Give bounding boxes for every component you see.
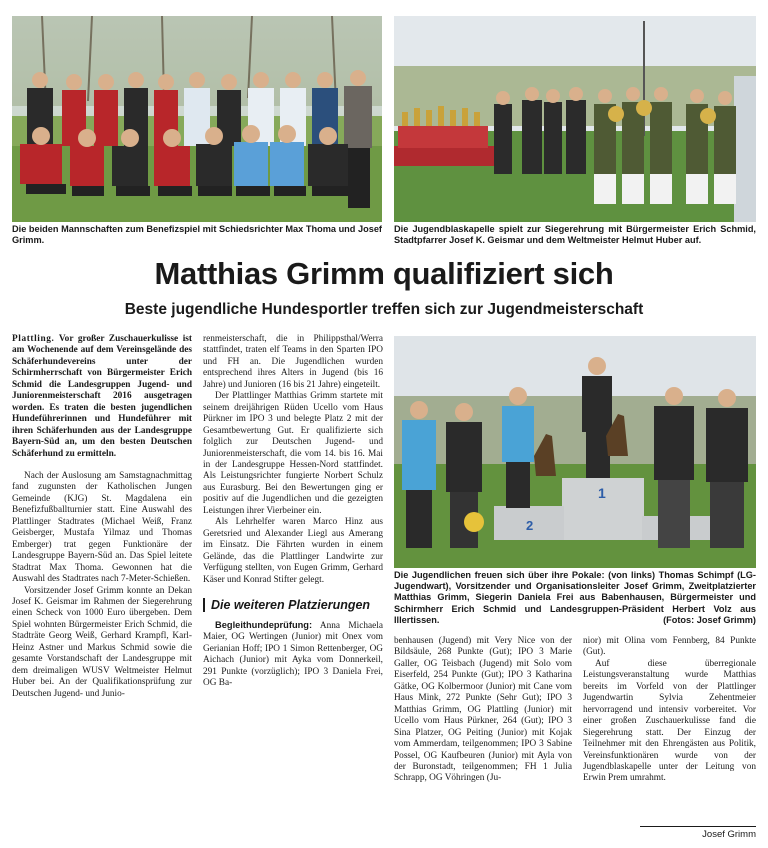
article-column-2	[203, 334, 383, 690]
headline: Matthias Grimm qualifiziert sich	[154, 256, 614, 291]
podium-label-2: 2	[526, 518, 534, 533]
lead-text: Vor großer Zuschauerkulisse ist am Wochenende auf dem Vereinsgelände des Schäferhundevereins unter der Schirmherrschaft von Bürgermeister Erich Schmid die Landesgruppen Jugend- und Juniorenmeisterschaft 2016 ausgetragen worden. Es traten die besten jugendlichen Hundeführerinnen und Hundeführer mit ihren Schäferhunden aus der Landesgruppe Bayern-Süd an, um den besten Deutschen Schäferhund zu ermitteln.	[12, 334, 192, 459]
podium-caption-text: Die Jugendlichen freuen sich über ihre Pokale: (von links) Thomas Schimpf (LG-Jugendwart), Vorsitzender und Organisationsleiter Josef Grimm, Zweitplatzierter Matthias Grimm, Siegerin Daniela Frei aus Babenhausen, Bürgermeister und Schirmherr Erich Schmid und Landesgruppen-Präsident Herbert Volz aus Illertissen.	[394, 570, 756, 625]
dateline: Plattling.	[12, 334, 55, 344]
article-column-3	[394, 636, 572, 785]
box-text: Anna Michaela Maier, OG Wertingen (Junior) mit Onex vom Gerianian Hoff; IPO 1 Simon Rettenberger, OG Aichach (Junior) mit Ayka vom Donnerkeil, 291 Punkte (vorzüglich); IPO 3 Daniela Frei, OG Ba-	[203, 620, 383, 689]
box-paragraph	[203, 620, 383, 690]
paragraph: Vorsitzender Josef Grimm konnte an Dekan Josef K. Geismar im Rahmen der Siegerehrung einen Scheck von 1000 Euro übergeben. Dem Spiel wohnten Bürgermeister Erich Schmid, die Stadträte Georg Weiß, Gerhard Krampfl, Karl-Heinz Astner und Markus Schmid sowie die gesamte Vorstandschaft der Landesgruppe mit dem dreimaligen WUSV Weltmeister Helmut Huber bei. An der Qualifikationsprüfung zur Deutschen Jugend- und Junio-	[12, 585, 192, 699]
article-column-1	[12, 334, 192, 700]
paragraph: Der Plattlinger Matthias Grimm startete mit seinem dreijährigen Rüden Ucello vom Haus Pürkner im IPO 3 und belegte Platz 2 mit der Gesamtbewertung Gut. Er qualifizierte sich folglich zur Deutschen Jugend- und Juniorenmeisterschaft, die vom 14. bis 16. Mai in der Landesgruppe Hessen-Nord stattfindet. Als Leistungsrichter fungierte Norbert Schulz aus Eurasburg. Bei den Bewertungen ging er positiv auf die Jugendlichen und die gezeigten Leistungen ihrer Vierbeiner ein.	[203, 391, 383, 516]
paragraph: Als Lehrhelfer waren Marco Hinz aus Geretsried und Alexander Liegl aus Amerang im Einsatz. Die Fährten wurden in einem Gelände, das die Plattlinger Landwirte zur Verfügung stellten, von Eugen Grimm, Gerhard Käser und Konrad Stifter gelegt.	[203, 517, 383, 585]
subheadline: Beste jugendliche Hundesportler treffen sich zur Jugendmeisterschaft	[124, 301, 644, 318]
photo-credit: (Fotos: Josef Grimm)	[663, 614, 756, 625]
paragraph: benhausen (Jugend) mit Very Nice von der Bildsäule, 268 Punkte (Gut); IPO 3 Marie Galler, OG Teisbach (Jugend) mit Solo vom Eiserfeld, 254 Punkte (Gut); IPO 3 Katharina Gätke, OG Kolbermoor (Junior) mit Cane vom Haus Mink, 272 Punkte (Sehr Gut); IPO 3 Matthias Grimm, OG Plattling (Junior) mit Ucello vom Haus Pürkner, 264 (Gut); IPO 3 Sina Platzer, OG Peiting (Junior) mit Kojak vom Ammerdam, teilgenommen; IPO 3 Sabine Possel, OG Kaufbeuren (Junior) mit Ayla von der Buronstadt, teilgenommen; FH 1 Julia Schrapp, OG Vöhringen (Ju-	[394, 636, 572, 784]
author-byline: Josef Grimm	[640, 826, 756, 840]
paragraph: renmeisterschaft, die in Philippsthal/Werra stattfindet, traten elf Teams in den Sparten IPO und FH an. Die Jugendlichen wurden entsprechend ihres Alters in Jugend (bis 16 Jahre) und Junioren (16 bis 21 Jahre) eingeteilt.	[203, 334, 383, 390]
photo-band	[394, 16, 756, 222]
photo-teams	[12, 16, 382, 222]
photo-podium	[394, 336, 756, 568]
photo-band-caption: Die Jugendblaskapelle spielt zur Siegerehrung mit Bürgermeister Erich Schmid, Stadtpfarrer Josef K. Geismar und dem Weltmeister Helmut Huber auf.	[394, 224, 756, 246]
podium-label-1: 1	[598, 485, 606, 501]
paragraph: nior) mit Olina vom Fennberg, 84 Punkte (Gut).	[583, 636, 756, 658]
article-lead	[12, 334, 192, 460]
photo-podium-caption	[394, 570, 756, 626]
paragraph: Nach der Auslosung am Samstagnachmittag fand zugunsten der Katholischen Jungen Gemeinde (KJG) St. Magdalena ein Benefizfußballturnier statt. Eine Auswahl des Plattlinger Stadtrates (Michael Weiß, Franz Geisberger, Mustafa Yilmaz und Thomas Emberger) trat gegen Funktionäre der Landesgruppe Bayern-Süd an. Das Spiel leitete Stadtrat Max Thoma. Gewonnen hat die Auswahl des Stadtrates nach 7-Meter-Schießen.	[12, 470, 192, 585]
photo-teams-caption: Die beiden Mannschaften zum Benefizspiel mit Schiedsrichter Max Thoma und Josef Grimm.	[12, 224, 382, 246]
box-heading: Die weiteren Platzierungen	[203, 598, 383, 612]
article-column-4	[583, 636, 756, 785]
box-label: Begleithundeprüfung:	[215, 619, 313, 630]
paragraph: Auf diese überregionale Leistungsveranstaltung wurde Matthias bereits im Vorfeld von der Plattlinger Jugendwartin Sylvia Zehentmeier hervorragend und intensiv vorbereitet. Vor einer großen Zuschauerkulisse fand die Siegerehrung statt. Der Einzug der Teilnehmer mit den Ehrengästen aus Politik, Vereinsfunktionären wurde von der Jugendblaskapelle unter der Leitung von Erwin Prem umrahmt.	[583, 658, 756, 784]
